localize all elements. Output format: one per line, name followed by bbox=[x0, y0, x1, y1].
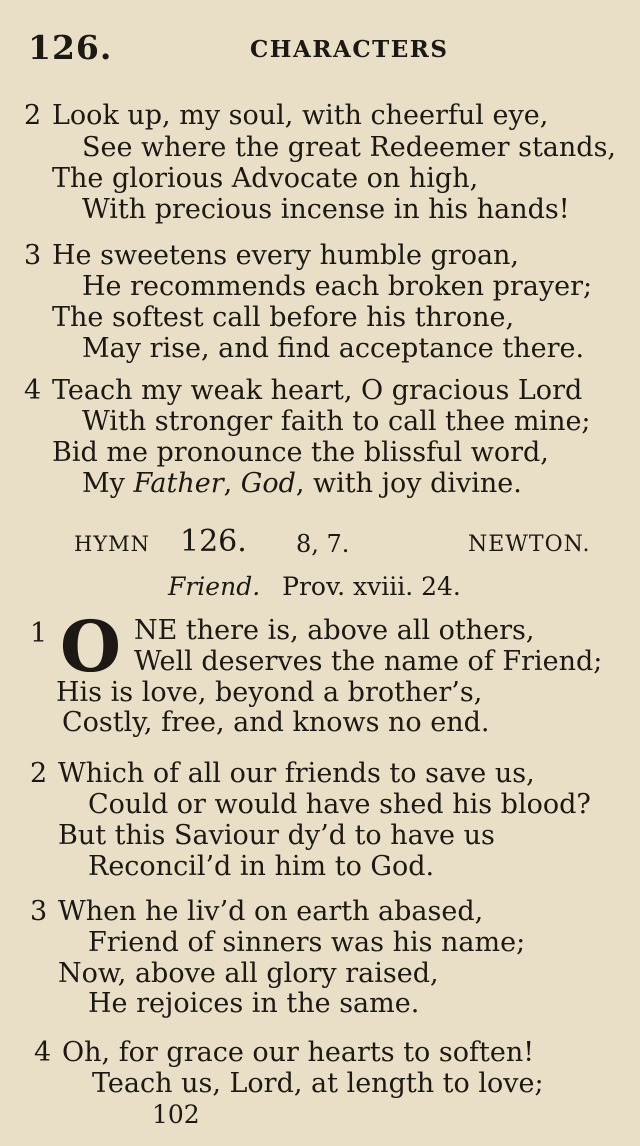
verse-line: May rise, and find acceptance there. bbox=[82, 333, 585, 364]
verse-line: Reconcil’d in him to God. bbox=[88, 851, 435, 882]
hymn-subject bbox=[168, 572, 461, 601]
verse-line: Oh, for grace our hearts to soften! bbox=[62, 1037, 535, 1068]
verse-line-with-italics: My Father, God, with joy divine. bbox=[82, 468, 522, 499]
verse-line: Could or would have shed his blood? bbox=[88, 789, 591, 820]
page-header bbox=[24, 28, 604, 68]
verse-line: The softest call before his throne, bbox=[52, 302, 515, 333]
verse-line: But this Saviour dy’d to have us bbox=[58, 820, 495, 851]
verse-line: Friend of sinners was his name; bbox=[88, 927, 526, 958]
verse-line: Now, above all glory raised, bbox=[58, 958, 439, 989]
verse-line: The glorious Advocate on high, bbox=[52, 163, 479, 194]
signature-mark: 102 bbox=[152, 1100, 200, 1129]
running-title: CHARACTERS bbox=[250, 36, 449, 63]
hymn-author: NEWTON. bbox=[468, 532, 591, 557]
verse-number: 3 bbox=[30, 896, 48, 927]
verse-line: He rejoices in the same. bbox=[88, 988, 420, 1019]
verse-number: 4 bbox=[24, 375, 42, 406]
verse-line: Costly, free, and knows no end. bbox=[62, 707, 490, 738]
verse-line: He sweetens every humble groan, bbox=[52, 240, 520, 271]
hymn-meter: 8, 7. bbox=[296, 530, 350, 558]
verse-number: 4 bbox=[34, 1037, 52, 1068]
hymn-number: 126. bbox=[180, 524, 247, 559]
hymn-heading bbox=[0, 524, 640, 564]
verse-line: Which of all our friends to save us, bbox=[58, 758, 535, 789]
verse-number: 2 bbox=[24, 100, 42, 131]
verse-number: 2 bbox=[30, 758, 48, 789]
verse-line: His is love, beyond a brother’s, bbox=[56, 677, 483, 708]
verse-line: Teach us, Lord, at length to love; bbox=[92, 1068, 544, 1099]
page-number: 126. bbox=[28, 28, 113, 67]
verse-number: 1 bbox=[30, 618, 48, 649]
verse-line: When he liv’d on earth abased, bbox=[58, 896, 484, 927]
verse-line: See where the great Redeemer stands, bbox=[82, 132, 617, 163]
verse-line: With stronger faith to call thee mine; bbox=[82, 406, 591, 437]
verse-number: 3 bbox=[24, 240, 42, 271]
verse-line: NE there is, above all others, bbox=[134, 615, 535, 646]
verse-line: Look up, my soul, with cheerful eye, bbox=[52, 100, 549, 131]
verse-line: Well deserves the name of Friend; bbox=[134, 646, 603, 677]
hymn-label: HYMN bbox=[74, 532, 151, 556]
hymn-topic: Friend. bbox=[168, 572, 261, 601]
verse-line: With precious incense in his hands! bbox=[82, 194, 570, 225]
verse-line: Bid me pronounce the blissful word, bbox=[52, 437, 549, 468]
drop-cap: O bbox=[60, 605, 121, 688]
verse-line: Teach my weak heart, O gracious Lord bbox=[52, 375, 583, 406]
scripture-reference: Prov. xviii. 24. bbox=[282, 572, 461, 601]
verse-line: He recommends each broken prayer; bbox=[82, 271, 593, 302]
